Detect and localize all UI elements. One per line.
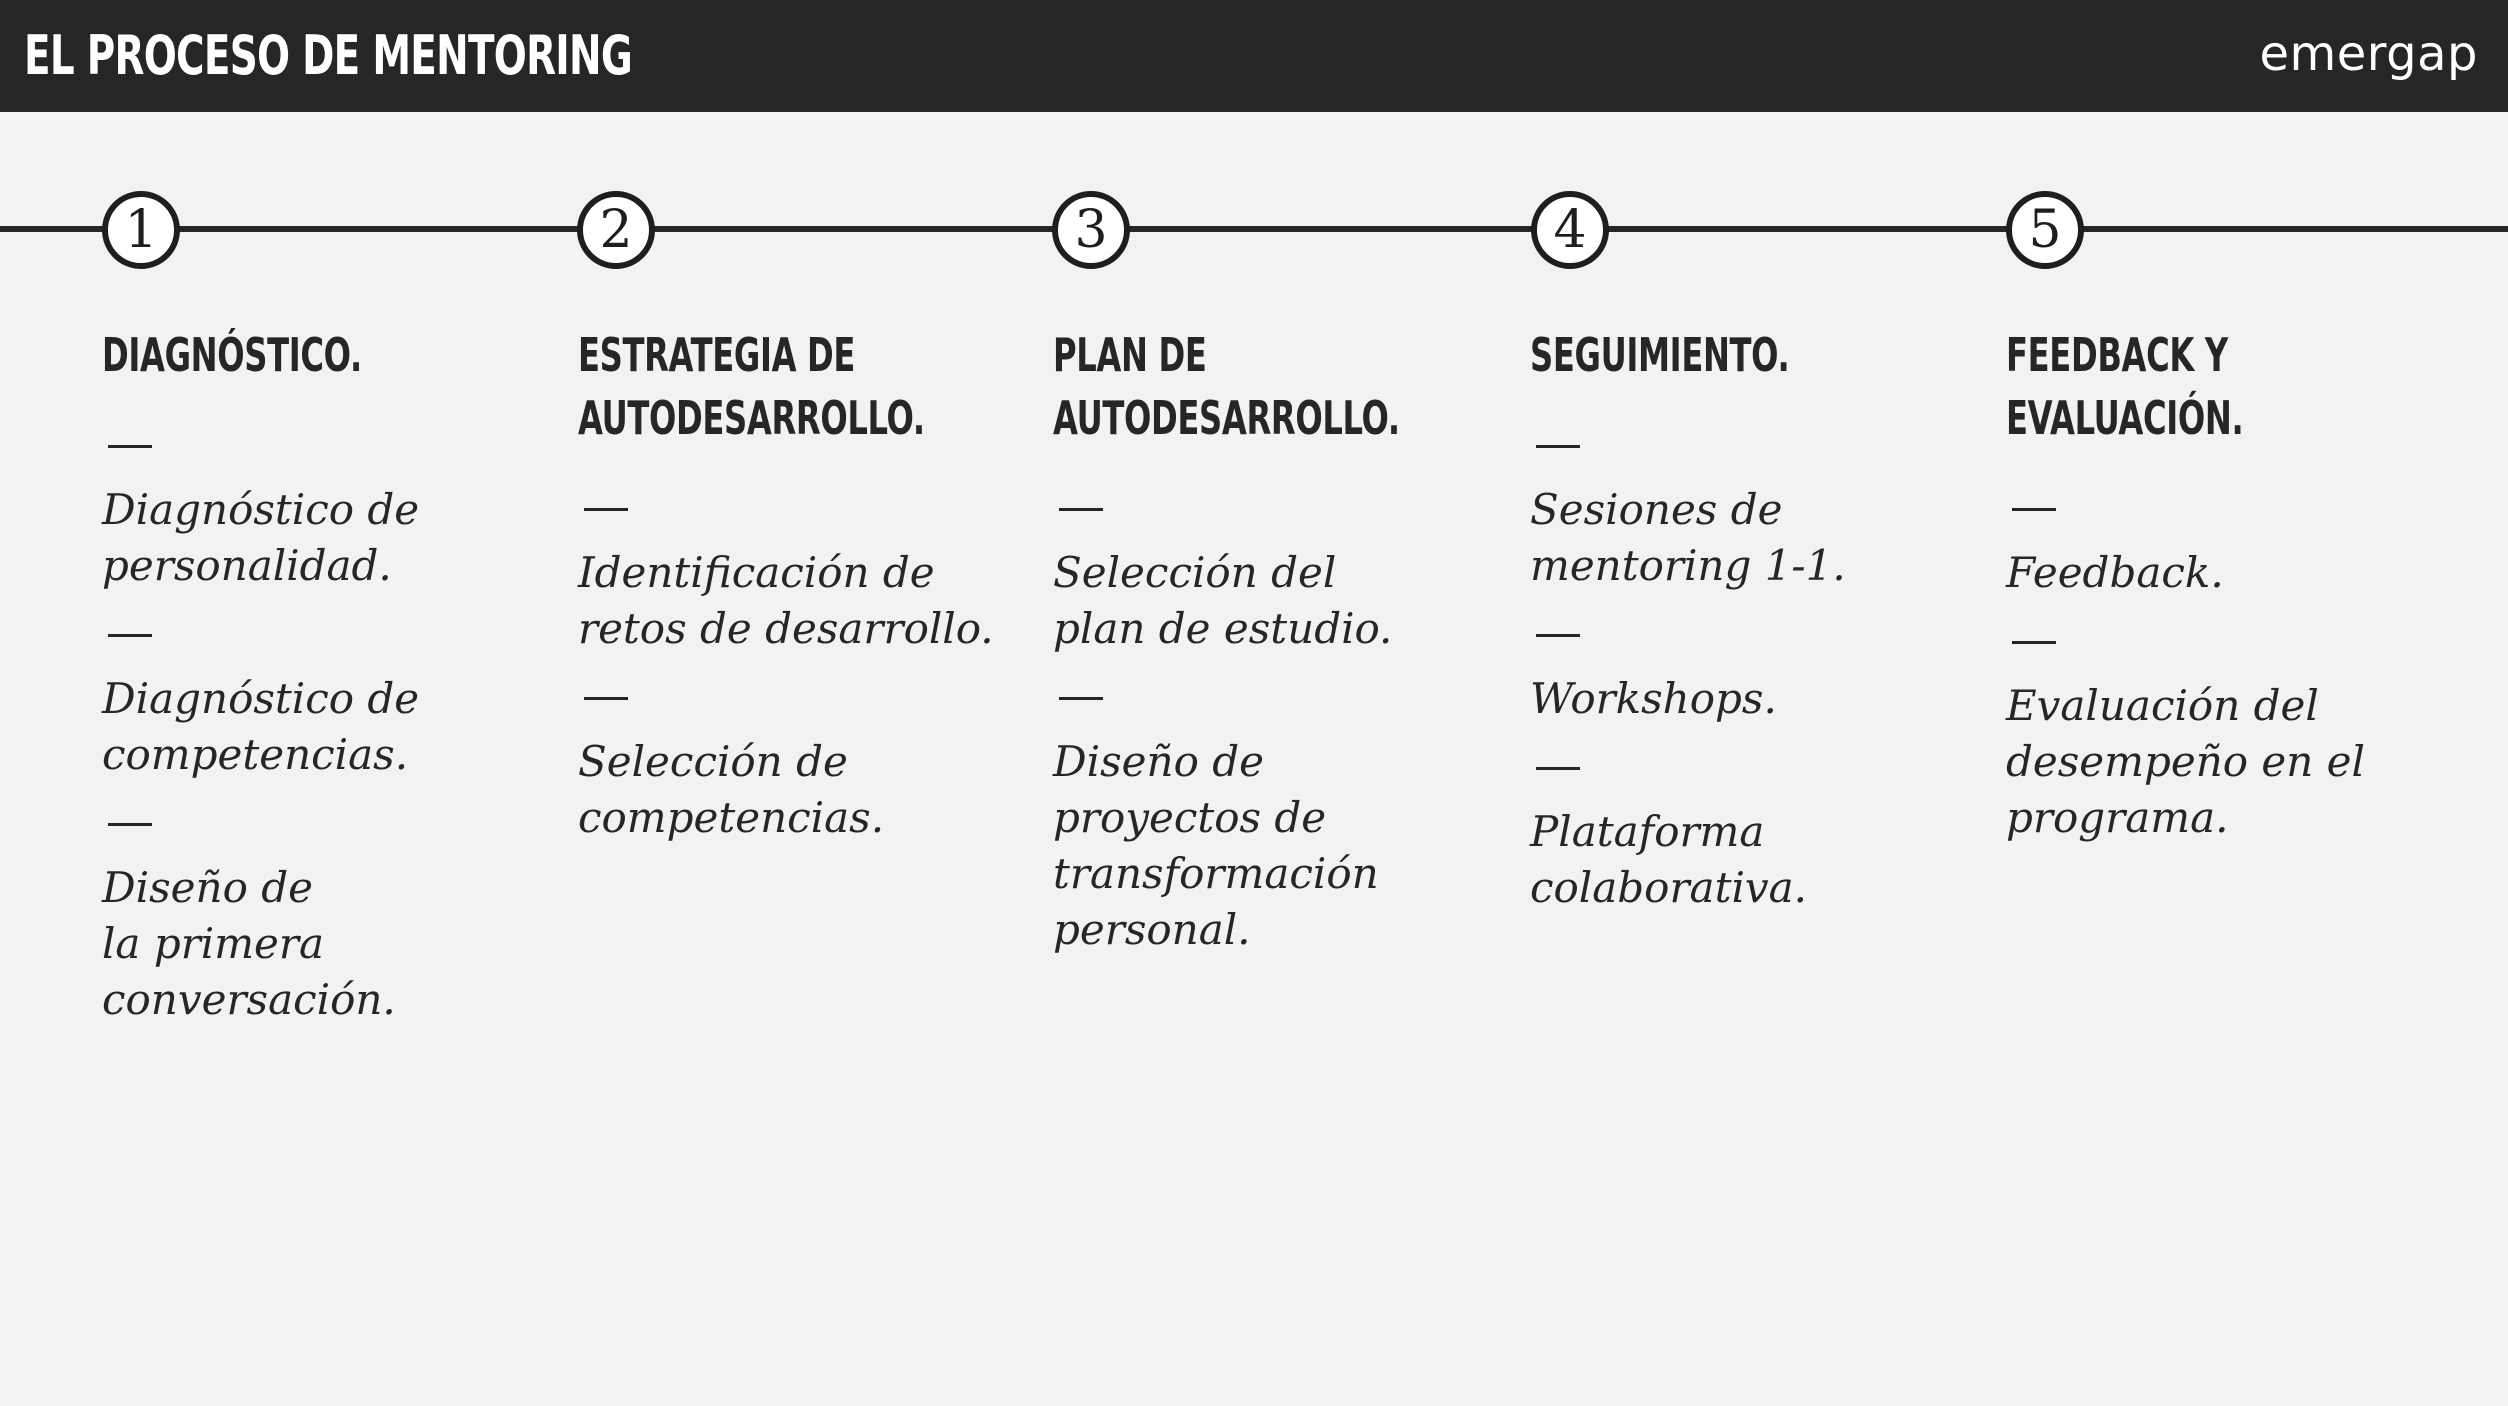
step-1-item — [102, 823, 522, 1028]
step-3-item — [1053, 697, 1473, 958]
step-1-item — [102, 634, 522, 783]
step-2-item-text: Identificación de retos de desarrollo. — [578, 548, 994, 653]
step-3-column — [1053, 324, 1473, 958]
dash-divider — [2012, 641, 2056, 644]
dash-divider — [108, 634, 152, 637]
step-4-item — [1530, 445, 1950, 594]
dash-divider — [1536, 634, 1580, 637]
step-5-item — [2006, 641, 2426, 846]
step-1-column — [102, 324, 522, 1028]
dash-divider — [2012, 508, 2056, 511]
dash-divider — [108, 823, 152, 826]
page-title: EL PROCESO DE MENTORING — [24, 24, 633, 87]
step-5-item — [2006, 508, 2426, 601]
step-5-number: 5 — [2028, 200, 2062, 260]
step-3-heading: PLAN DE AUTODESARROLLO. — [1053, 328, 1400, 445]
timeline-line — [0, 226, 2508, 232]
step-1-item-text: Diseño de la primera conversación. — [102, 863, 396, 1024]
step-3-item-text: Selección del plan de estudio. — [1053, 548, 1393, 653]
step-1-item-text: Diagnóstico de competencias. — [102, 674, 420, 779]
dash-divider — [584, 508, 628, 511]
step-4-column — [1530, 324, 1950, 916]
step-4-heading: SEGUIMIENTO. — [1530, 328, 1790, 382]
dash-divider — [1536, 445, 1580, 448]
logo-text: emergap — [2259, 26, 2478, 82]
dash-divider — [584, 697, 628, 700]
step-1-heading: DIAGNÓSTICO. — [102, 328, 362, 382]
dash-divider — [1059, 508, 1103, 511]
brand-logo — [2259, 26, 2478, 82]
step-4-item — [1530, 634, 1950, 727]
step-3-item-text: Diseño de proyectos de transformación personal. — [1053, 737, 1379, 954]
header-bar — [0, 0, 2508, 112]
step-4-circle — [1531, 191, 1609, 269]
dash-divider — [1059, 697, 1103, 700]
step-4-item — [1530, 767, 1950, 916]
step-2-circle — [577, 191, 655, 269]
step-5-item-text: Evaluación del desempeño en el programa. — [2006, 681, 2365, 842]
step-2-number: 2 — [599, 200, 633, 260]
step-1-number: 1 — [124, 200, 158, 260]
dash-divider — [1536, 767, 1580, 770]
step-3-circle — [1052, 191, 1130, 269]
step-5-column — [2006, 324, 2426, 846]
step-2-item — [578, 697, 998, 846]
step-5-item-text: Feedback. — [2006, 548, 2224, 597]
step-3-number: 3 — [1074, 200, 1108, 260]
step-2-item — [578, 508, 998, 657]
step-1-item-text: Diagnóstico de personalidad. — [102, 485, 420, 590]
step-4-item-text: Workshops. — [1530, 674, 1777, 723]
step-3-item — [1053, 508, 1473, 657]
step-2-item-text: Selección de competencias. — [578, 737, 885, 842]
step-4-item-text: Plataforma colaborativa. — [1530, 807, 1807, 912]
step-4-item-text: Sesiones de mentoring 1-1. — [1530, 485, 1846, 590]
dash-divider — [108, 445, 152, 448]
step-1-item — [102, 445, 522, 594]
step-5-heading: FEEDBACK Y EVALUACIÓN. — [2006, 328, 2244, 445]
step-5-circle — [2006, 191, 2084, 269]
step-2-heading: ESTRATEGIA DE AUTODESARROLLO. — [578, 328, 925, 445]
step-4-number: 4 — [1553, 200, 1587, 260]
step-1-circle — [102, 191, 180, 269]
step-2-column — [578, 324, 998, 846]
